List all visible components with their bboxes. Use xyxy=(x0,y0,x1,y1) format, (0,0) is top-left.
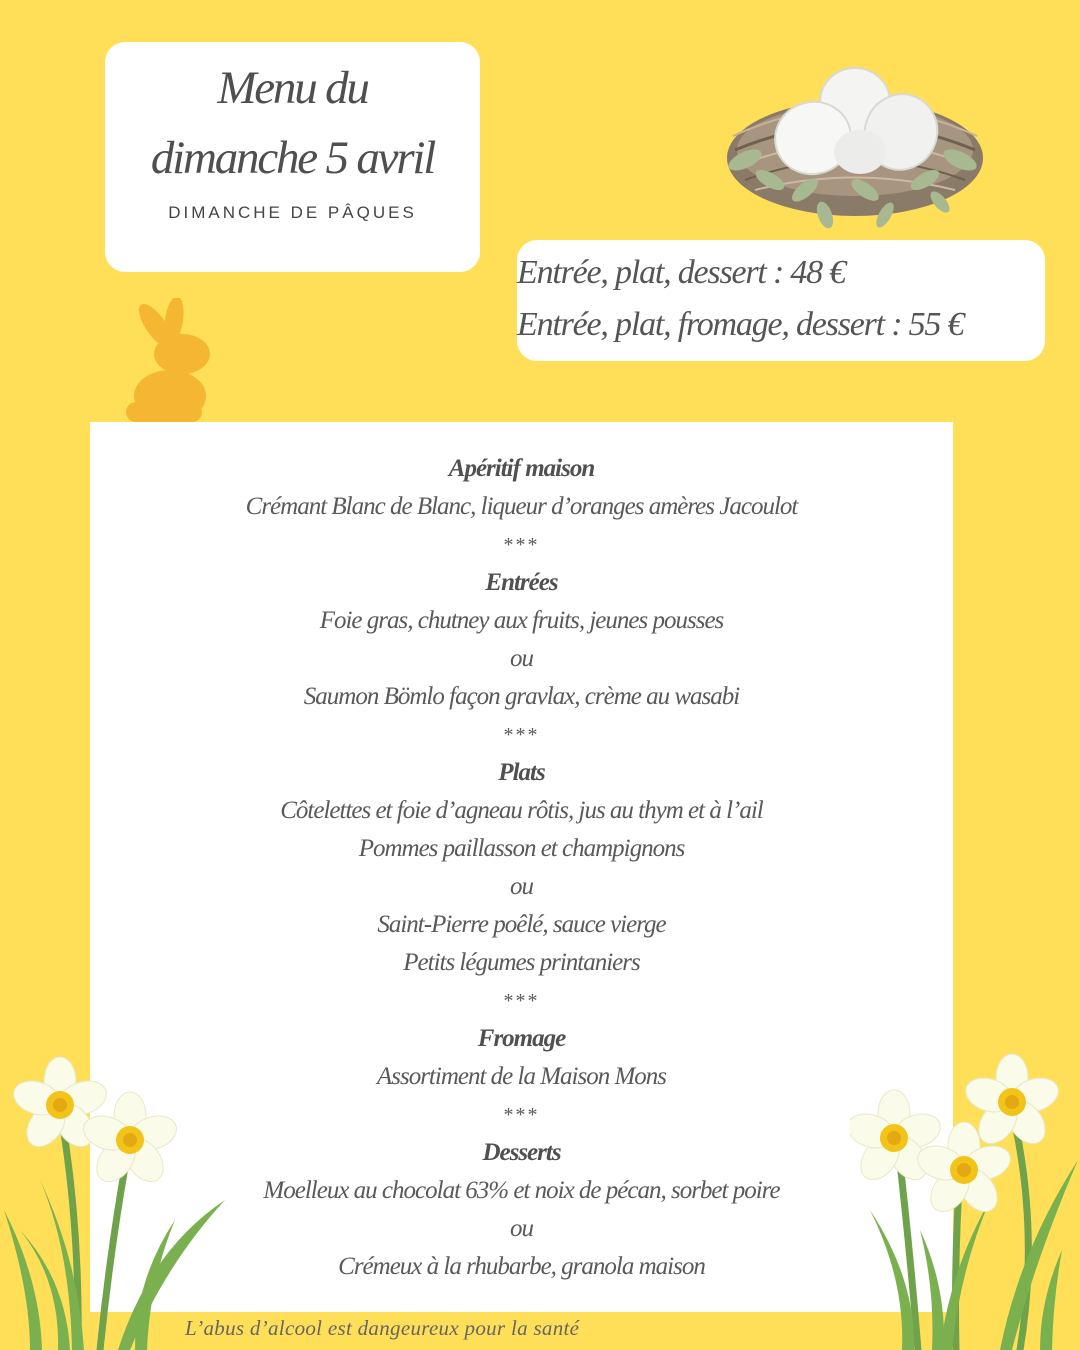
menu-item: Saint-Pierre poêlé, sauce vierge xyxy=(377,911,666,938)
section-heading-aperitif: Apéritif maison xyxy=(448,455,595,482)
separator: *** xyxy=(503,534,540,556)
or-divider: ou xyxy=(510,873,533,900)
section-heading-desserts: Desserts xyxy=(482,1139,561,1166)
or-divider: ou xyxy=(510,645,533,672)
daffodil-right-icon xyxy=(850,1050,1080,1350)
separator: *** xyxy=(503,1104,540,1126)
section-heading-entrees: Entrées xyxy=(485,569,558,596)
menu-item: Pommes paillasson et champignons xyxy=(358,835,685,862)
alcohol-warning: L’abus d’alcool est dangeureux pour la santé xyxy=(185,1316,580,1340)
daffodil-left-icon xyxy=(0,1050,240,1350)
menu-item: Moelleux au chocolat 63% et noix de pécan, sorbet poire xyxy=(263,1177,780,1204)
price-formula-1: Entrée, plat, dessert : 48 € xyxy=(517,254,846,291)
separator: *** xyxy=(503,724,540,746)
page-title-line2: dimanche 5 avril xyxy=(150,132,435,184)
menu-item: Petits légumes printaniers xyxy=(403,949,640,976)
price-formula-2: Entrée, plat, fromage, dessert : 55 € xyxy=(517,306,964,343)
separator: *** xyxy=(503,990,540,1012)
page-title-line1: Menu du xyxy=(217,62,368,114)
menu-item: Crémeux à la rhubarbe, granola maison xyxy=(338,1253,705,1280)
or-divider: ou xyxy=(510,1215,533,1242)
menu-item: Côtelettes et foie d’agneau rôtis, jus au thym et à l’ail xyxy=(280,797,763,824)
menu-item: Saumon Bömlo façon gravlax, crème au wasabi xyxy=(303,683,740,710)
menu-item: Assortiment de la Maison Mons xyxy=(376,1063,667,1090)
menu-item: Foie gras, chutney aux fruits, jeunes pousses xyxy=(319,607,724,634)
page-subtitle: DIMANCHE DE PÂQUES xyxy=(168,203,417,222)
section-heading-fromage: Fromage xyxy=(477,1025,566,1052)
menu-item: Crémant Blanc de Blanc, liqueur d’oranges amères Jacoulot xyxy=(245,493,798,520)
section-heading-plats: Plats xyxy=(498,759,545,786)
